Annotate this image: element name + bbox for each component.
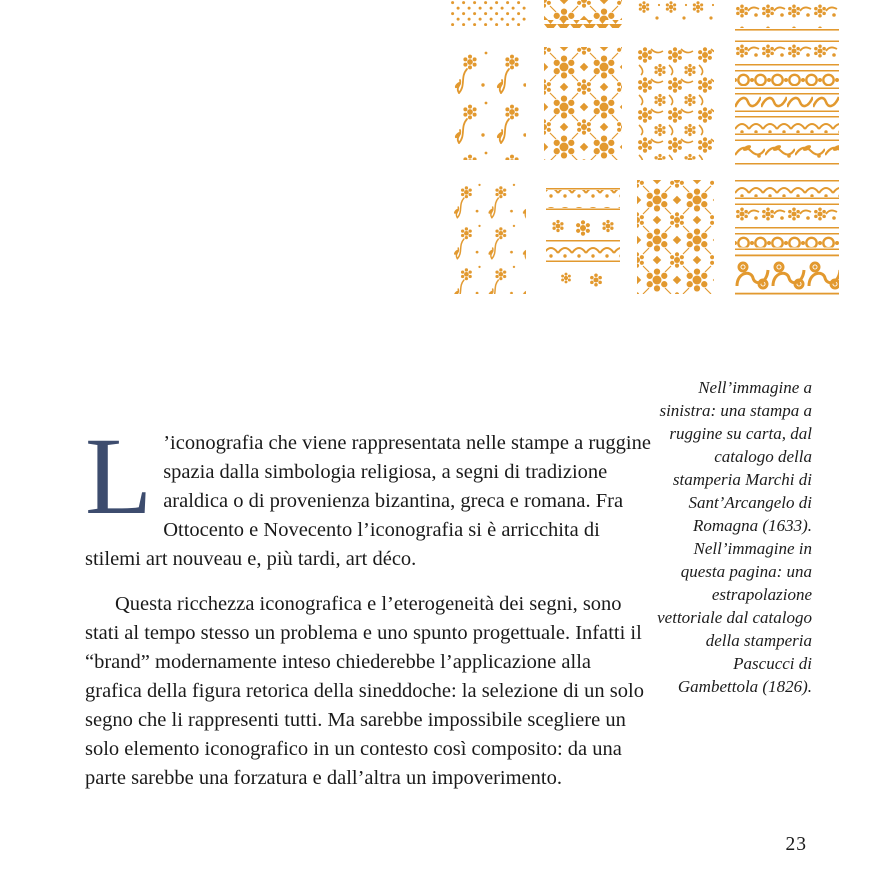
- swatch-dot-lattice: [450, 0, 526, 26]
- swatch-allover-floral: [637, 47, 714, 160]
- border-strip: [735, 203, 839, 229]
- border-strip: [735, 93, 839, 112]
- swatch-floral-sprigs: [450, 47, 526, 160]
- border-strip: [735, 0, 839, 31]
- paragraph-1-text: ’iconografia che viene rappresentata nelle stampe a ruggine spazia dalla simbologia religiosa, a segni di tradizione araldica o di provenienza bizantina, greca e romana. Fra Ottocento e Novecento l’iconografia si è arricchita di stilemi art nouveau e, più tardi, art déco.: [85, 432, 651, 570]
- swatch-petite-floral: [637, 0, 714, 25]
- border-strip: [735, 254, 839, 295]
- paragraph-1: [85, 415, 652, 574]
- swatch-damask-band: [544, 0, 622, 28]
- border-strip: [735, 116, 839, 135]
- swatch-double-bands: [544, 180, 622, 294]
- swatch-dense-damask: [544, 47, 622, 160]
- dropcap-letter: L: [85, 415, 153, 537]
- swatch-dense-damask-2: [637, 180, 714, 294]
- page-number: 23: [785, 834, 807, 855]
- swatch-small-floral-sprigs: [450, 180, 526, 294]
- paragraph-2: Questa ricchezza iconografica e l’eterogeneità dei segni, sono stati al tempo stesso un problema e uno spunto progettuale. Infatti il “brand” modernamente inteso chiederebbe l’applicazione alla grafica della figura retorica della sineddoche: la selezione di un solo segno che li rappresenti tutti. Ma sarebbe impossibile scegliere un solo elemento iconografico in un contesto così composito: da una parte sarebbe una forzatura e dall’altra un impoverimento.: [85, 593, 644, 789]
- border-strip: [735, 139, 839, 165]
- border-strip: [735, 180, 839, 199]
- border-strip: [735, 70, 839, 89]
- margin-caption-text: Nell’immagine a sinistra: una stampa a ruggine su carta, dal catalogo della stamperia Marchi di Sant’Arcangelo di Romagna (1633). Nell’immagine in questa pagina: una estrapolazione vettoriale dal catalogo della stamperia Pascucci di Gambettola (1826).: [657, 378, 812, 696]
- body-text: [85, 415, 652, 793]
- border-strip: [735, 40, 839, 66]
- border-strip: [735, 233, 839, 250]
- margin-caption: [657, 376, 812, 698]
